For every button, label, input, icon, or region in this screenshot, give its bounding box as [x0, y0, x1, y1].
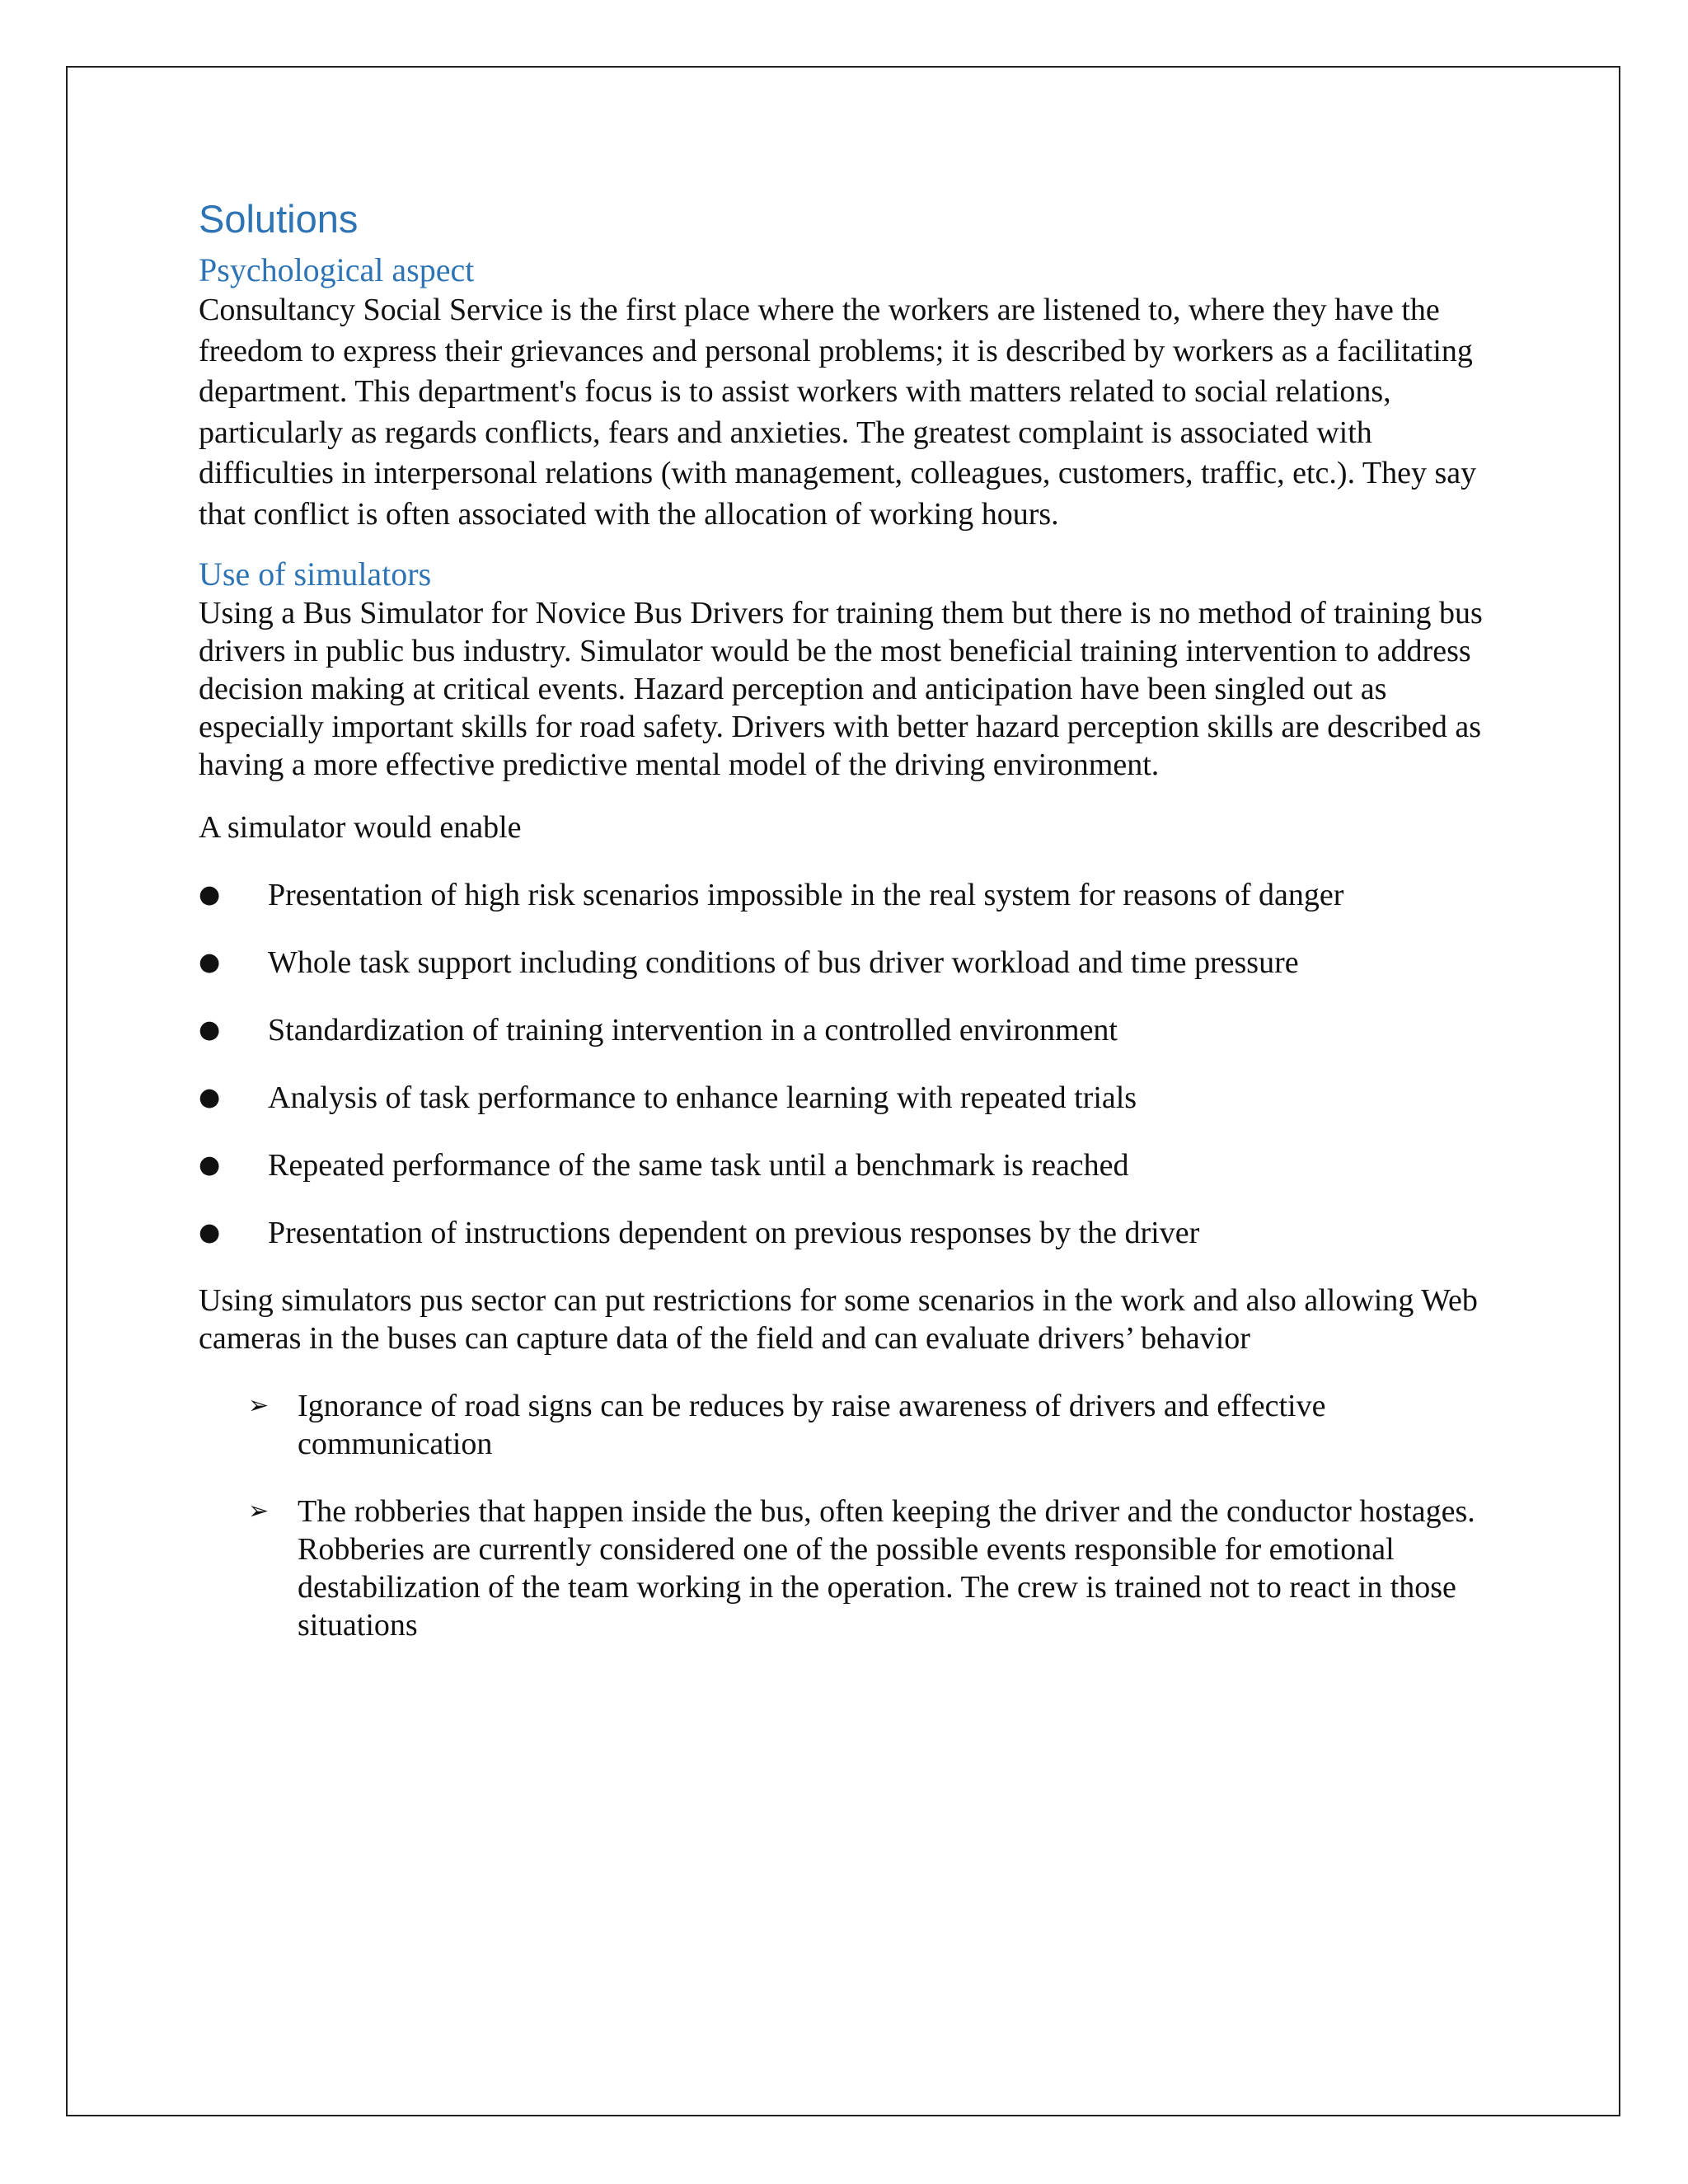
list-item	[199, 1146, 1493, 1184]
bullet-icon: ●	[199, 1218, 221, 1248]
simulator-benefits-list	[199, 876, 1493, 1252]
list-item-text: Analysis of task performance to enhance learning with repeated trials	[268, 1080, 1137, 1116]
arrow-bullet-icon: ➢	[248, 1391, 270, 1421]
list-item-text: Standardization of training intervention in a controlled environment	[268, 1013, 1118, 1048]
list-item-text: Whole task support including conditions of bus driver workload and time pressure	[268, 945, 1299, 981]
list-item	[199, 876, 1493, 914]
closing-paragraph: Using simulators pus sector can put restrictions for some scenarios in the work and also allowing Web cameras in the buses can capture data of the field and can evaluate drivers’ behavior	[199, 1283, 1478, 1357]
arrow-list	[199, 1387, 1493, 1644]
bullet-icon: ●	[199, 1015, 221, 1045]
arrow-bullet-icon: ➢	[248, 1497, 270, 1526]
arrow-list-item-text: Ignorance of road signs can be reduces by raise awareness of drivers and effective communication	[298, 1389, 1326, 1462]
bullet-icon: ●	[199, 1151, 221, 1180]
list-item	[199, 1011, 1493, 1049]
section-paragraph-psychological: Consultancy Social Service is the first place where the workers are listened to, where they have the freedom to express their grievances and personal problems; it is described by workers as a facilitating department. This department's focus is to assist workers with matters related to social relations, particularly as regards conflicts, fears and anxieties. The greatest complaint is associated with difficulties in interpersonal relations (with management, colleagues, customers, traffic, etc.). They say that conflict is often associated with the allocation of working hours.	[199, 293, 1477, 532]
bullet-icon: ●	[199, 948, 221, 977]
list-item-text: Presentation of high risk scenarios impossible in the real system for reasons of danger	[268, 878, 1344, 913]
list-item-text: Presentation of instructions dependent on previous responses by the driver	[268, 1216, 1200, 1251]
section-heading-simulators: Use of simulators	[199, 555, 432, 593]
list-item	[199, 1079, 1493, 1117]
list-intro: A simulator would enable	[199, 810, 522, 846]
list-item	[199, 944, 1493, 982]
section-paragraph-simulators: Using a Bus Simulator for Novice Bus Drivers for training them but there is no method of training bus drivers in public bus industry. Simulator would be the most beneficial training intervention to address decision making at critical events. Hazard perception and anticipation have been singled out as especially important skills for road safety. Drivers with better hazard perception skills are described as having a more effective predictive mental model of the driving environment.	[199, 596, 1483, 783]
list-item-text: Repeated performance of the same task until a benchmark is reached	[268, 1148, 1129, 1183]
document-body	[199, 196, 1493, 1644]
bullet-icon: ●	[199, 880, 221, 910]
section-heading-psychological: Psychological aspect	[199, 251, 475, 289]
bullet-icon: ●	[199, 1083, 221, 1113]
arrow-list-item	[199, 1387, 1493, 1463]
arrow-list-item	[199, 1493, 1493, 1644]
page-title: Solutions	[199, 197, 359, 241]
arrow-list-item-text: The robberies that happen inside the bus, often keeping the driver and the conductor hostages. Robberies are currently considered one of the possible events responsible for emotional destabilization of the team working in the operation. The crew is trained not to react in those situations	[298, 1494, 1475, 1643]
list-item	[199, 1214, 1493, 1252]
